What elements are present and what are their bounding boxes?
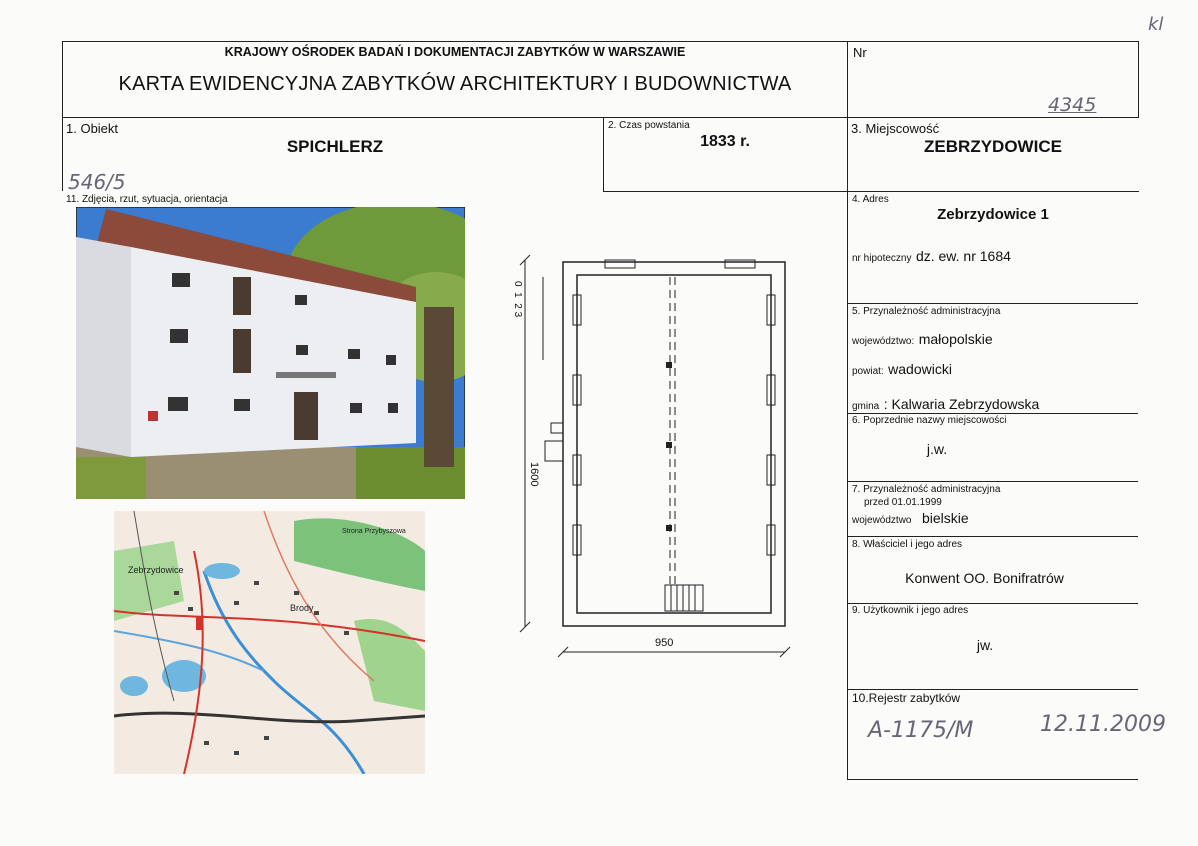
miejscowosc-label: 3. Miejscowość bbox=[851, 121, 940, 136]
wlasciciel-value: Konwent OO. Bonifratrów bbox=[905, 570, 1064, 586]
obiekt-label: 1. Obiekt bbox=[66, 121, 119, 136]
poprzednie-label: 6. Poprzednie nazwy miejscowości bbox=[852, 415, 1007, 426]
hipoteczny-label: nr hipoteczny bbox=[852, 253, 912, 264]
wojewodztwo-old-value: bielskie bbox=[921, 510, 969, 526]
hipoteczny-value: dz. ew. nr 1684 bbox=[915, 248, 1011, 264]
location-map bbox=[114, 511, 425, 774]
plan-scale: 0 1 2 3 bbox=[512, 281, 523, 318]
nr-label: Nr bbox=[853, 45, 867, 60]
institution-name: KRAJOWY OŚRODEK BADAŃ I DOKUMENTACJI ZABYTKÓW W WARSZAWIE bbox=[224, 45, 686, 59]
map-label-strona: Strona Przybyszowa bbox=[342, 528, 406, 535]
rejestr-label: 10.Rejestr zabytków bbox=[852, 691, 961, 705]
map-label-zebrzydowice: Zebrzydowice bbox=[128, 565, 184, 575]
obiekt-value: SPICHLERZ bbox=[286, 137, 384, 156]
uzytkownik-label: 9. Użytkownik i jego adres bbox=[852, 605, 969, 616]
uzytkownik-value: jw. bbox=[976, 637, 994, 653]
czas-label: 2. Czas powstania bbox=[608, 120, 690, 131]
rejestr-date: 12.11.2009 bbox=[1040, 712, 1166, 737]
granary-photo bbox=[76, 207, 465, 499]
powiat-label: powiat: bbox=[852, 366, 884, 377]
corner-initials: kl bbox=[1148, 14, 1164, 35]
plan-width-dimension: 950 bbox=[655, 637, 674, 649]
zdjecia-label: 11. Zdjęcia, rzut, sytuacja, orientacja bbox=[66, 194, 228, 205]
miejscowosc-value: ZEBRZYDOWICE bbox=[924, 137, 1062, 156]
hipoteczny-row bbox=[852, 248, 1011, 266]
rejestr-number: A-1175/M bbox=[868, 718, 974, 743]
nr-value: 4345 bbox=[1048, 94, 1097, 116]
wlasciciel-label: 8. Właściciel i jego adres bbox=[852, 539, 963, 550]
powiat-value: wadowicki bbox=[888, 361, 952, 377]
adres-label: 4. Adres bbox=[852, 194, 889, 205]
adres-value: Zebrzydowice 1 bbox=[937, 206, 1049, 223]
wojewodztwo-value: małopolskie bbox=[918, 331, 993, 347]
przynaleznosc-old-date: przed 01.01.1999 bbox=[864, 497, 942, 508]
plan-height-dimension: 1600 bbox=[528, 462, 540, 487]
form-title: KARTA EWIDENCYJNA ZABYTKÓW ARCHITEKTURY I BUDOWNICTWA bbox=[118, 73, 792, 95]
gmina-label: gmina bbox=[852, 401, 880, 412]
gmina-row bbox=[852, 396, 1039, 414]
gmina-value: : Kalwaria Zebrzydowska bbox=[883, 396, 1040, 412]
floor-plan bbox=[515, 255, 795, 665]
map-label-brody: Brody bbox=[290, 603, 314, 613]
przynaleznosc-old-label: 7. Przynależność administracyjna bbox=[852, 484, 1001, 495]
wojewodztwo-row bbox=[852, 331, 993, 349]
wojewodztwo-old-row bbox=[852, 510, 969, 528]
obiekt-handwritten: 546/5 bbox=[68, 170, 126, 194]
powiat-row bbox=[852, 361, 952, 379]
poprzednie-value: j.w. bbox=[926, 441, 948, 457]
wojewodztwo-old-label: województwo bbox=[852, 515, 912, 526]
wojewodztwo-label: województwo: bbox=[852, 336, 915, 347]
przynaleznosc-label: 5. Przynależność administracyjna bbox=[852, 306, 1001, 317]
czas-value: 1833 r. bbox=[700, 133, 750, 150]
